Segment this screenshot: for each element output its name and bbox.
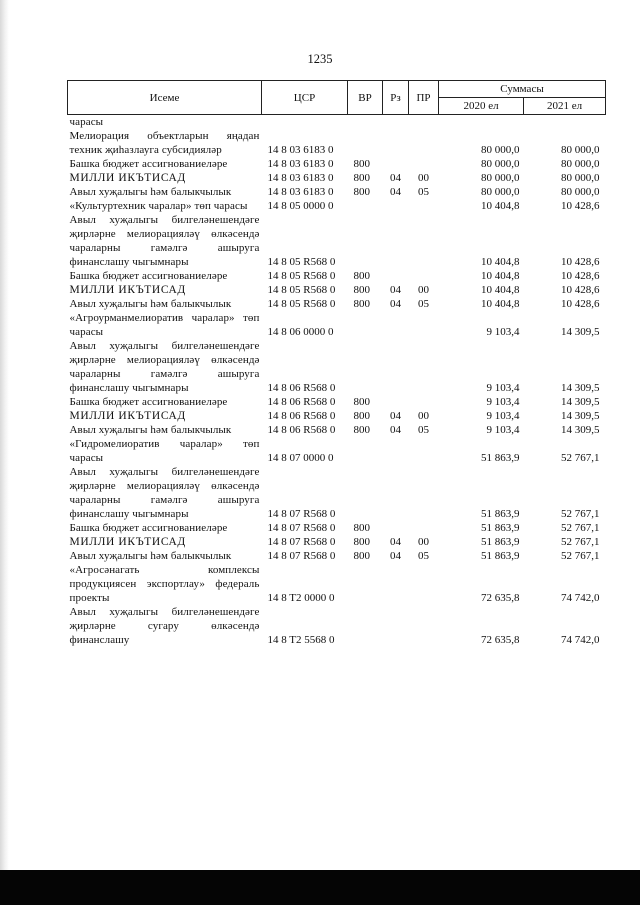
- table-row: [68, 157, 606, 171]
- scan-bottom-bar: [0, 870, 640, 905]
- table-row: [68, 423, 606, 437]
- cell-name: Авыл хуҗалыгы билгеләнешендәге җирләрне мелиорацияләү өлкәсендә чараларны гамәлгә ашыруга финанслашу чыгымнары: [69, 466, 260, 520]
- header-sums: Суммасы: [439, 81, 606, 98]
- cell-vr: [348, 465, 383, 521]
- table-row: [68, 465, 606, 521]
- cell-rz: 04: [390, 284, 401, 296]
- cell-pr: [409, 199, 439, 213]
- cell-s1: 10 404,8: [481, 200, 520, 212]
- cell-rz: [383, 199, 409, 213]
- table-row: [68, 297, 606, 311]
- cell-rz: 04: [390, 172, 401, 184]
- cell-name: Авыл хуҗалыгы һәм балыкчылык: [69, 550, 232, 562]
- cell-csr: 14 8 07 R568 0: [267, 522, 336, 534]
- budget-table: [67, 80, 606, 647]
- cell-rz: 04: [390, 186, 401, 198]
- cell-s1: 9 103,4: [486, 410, 520, 422]
- cell-name: Башка бюджет ассигнованиеләре: [69, 158, 228, 170]
- cell-pr: [409, 269, 439, 283]
- cell-csr: 14 8 07 0000 0: [267, 452, 334, 464]
- cell-csr: 14 8 05 R568 0: [267, 284, 336, 296]
- cell-vr: [348, 563, 383, 605]
- cell-s1: 80 000,0: [481, 186, 520, 198]
- cell-s1: 9 103,4: [486, 424, 520, 436]
- cell-pr: [409, 437, 439, 465]
- table-row: [68, 213, 606, 269]
- cell-s2: 52 767,1: [561, 522, 600, 534]
- cell-vr: 800: [353, 522, 370, 534]
- cell-csr: 14 8 07 R568 0: [267, 536, 336, 548]
- cell-s2: 14 309,5: [561, 424, 600, 436]
- cell-s2: 80 000,0: [561, 144, 600, 156]
- cell-csr: 14 8 06 R568 0: [267, 396, 336, 408]
- cell-pr: 00: [418, 172, 429, 184]
- cell-rz: [383, 465, 409, 521]
- cell-csr: 14 8 06 0000 0: [267, 326, 334, 338]
- cell-pr: 05: [418, 550, 429, 562]
- table-row: [68, 171, 606, 185]
- header-csr: ЦСР: [262, 81, 348, 115]
- cell-name: «Агроурманмелиоратив чаралар» төп чарасы: [69, 312, 260, 338]
- table-row: [68, 283, 606, 297]
- cell-s1: 80 000,0: [481, 158, 520, 170]
- cell-csr: [262, 115, 348, 130]
- table-row: [68, 269, 606, 283]
- table-row: [68, 311, 606, 339]
- cell-pr: [409, 311, 439, 339]
- cell-pr: [409, 157, 439, 171]
- cell-s2: 80 000,0: [561, 172, 600, 184]
- cell-vr: [348, 605, 383, 647]
- cell-name: «Гидромелиоратив чаралар» төп чарасы: [69, 438, 260, 464]
- cell-s2: 10 428,6: [561, 298, 600, 310]
- header-vr: ВР: [348, 81, 383, 115]
- cell-rz: [383, 157, 409, 171]
- cell-csr: 14 8 T2 0000 0: [267, 592, 335, 604]
- cell-s1: 51 863,9: [481, 550, 520, 562]
- cell-s2: 52 767,1: [561, 550, 600, 562]
- cell-s1: 80 000,0: [481, 172, 520, 184]
- cell-rz: [383, 311, 409, 339]
- cell-s2: 74 742,0: [561, 634, 600, 646]
- cell-pr: [409, 605, 439, 647]
- cell-s2: 52 767,1: [561, 536, 600, 548]
- cell-s2: 74 742,0: [561, 592, 600, 604]
- table-row: [68, 605, 606, 647]
- cell-s1: 10 404,8: [481, 284, 520, 296]
- table-row: [68, 549, 606, 563]
- cell-rz: 04: [390, 550, 401, 562]
- cell-s2: 52 767,1: [561, 452, 600, 464]
- cell-name: МИЛЛИ ИКЪТИСАД: [69, 284, 186, 296]
- header-name: Исеме: [68, 81, 262, 115]
- cell-s2: 14 309,5: [561, 382, 600, 394]
- cell-s1: [439, 115, 524, 130]
- cell-vr: 800: [353, 284, 370, 296]
- cell-vr: [348, 129, 383, 157]
- cell-pr: 00: [418, 536, 429, 548]
- table-row: [68, 409, 606, 423]
- cell-s2: 14 309,5: [561, 396, 600, 408]
- cell-csr: 14 8 06 R568 0: [267, 424, 336, 436]
- cell-vr: 800: [353, 550, 370, 562]
- cell-pr: 00: [418, 410, 429, 422]
- cell-rz: [383, 339, 409, 395]
- cell-pr: 00: [418, 284, 429, 296]
- cell-s2: 80 000,0: [561, 158, 600, 170]
- table-row: [68, 521, 606, 535]
- table-row: [68, 199, 606, 213]
- cell-vr: [348, 213, 383, 269]
- cell-csr: 14 8 03 6183 0: [267, 186, 334, 198]
- cell-name: МИЛЛИ ИКЪТИСАД: [69, 536, 186, 548]
- page-number: 1235: [307, 52, 333, 66]
- header-year-2020: 2020 ел: [439, 98, 524, 115]
- cell-s1: 72 635,8: [481, 634, 520, 646]
- cell-pr: [409, 465, 439, 521]
- cell-pr: [409, 115, 439, 130]
- cell-pr: [409, 213, 439, 269]
- cell-pr: 05: [418, 186, 429, 198]
- table-row: [68, 339, 606, 395]
- cell-s1: 9 103,4: [486, 382, 520, 394]
- scan-left-shadow: [0, 0, 9, 905]
- cell-csr: 14 8 03 6183 0: [267, 144, 334, 156]
- cell-name: МИЛЛИ ИКЪТИСАД: [69, 410, 186, 422]
- cell-vr: 800: [353, 298, 370, 310]
- cell-name: Башка бюджет ассигнованиеләре: [69, 270, 228, 282]
- cell-vr: [348, 311, 383, 339]
- cell-s2: [524, 115, 606, 130]
- cell-rz: 04: [390, 424, 401, 436]
- cell-vr: [348, 437, 383, 465]
- cell-s2: 52 767,1: [561, 508, 600, 520]
- cell-name: Башка бюджет ассигнованиеләре: [69, 396, 228, 408]
- cell-vr: [348, 115, 383, 130]
- cell-s2: 10 428,6: [561, 284, 600, 296]
- cell-s2: 14 309,5: [561, 410, 600, 422]
- cell-csr: 14 8 05 R568 0: [267, 270, 336, 282]
- cell-s1: 51 863,9: [481, 536, 520, 548]
- table-row: [68, 535, 606, 549]
- cell-vr: 800: [353, 410, 370, 422]
- cell-name: «Агросәнагать комплексы продукциясен экспортлау» федераль проекты: [69, 564, 260, 604]
- cell-s1: 10 404,8: [481, 256, 520, 268]
- table-body: [68, 115, 606, 648]
- cell-name: Авыл хуҗалыгы һәм балыкчылык: [69, 186, 232, 198]
- cell-s1: 51 863,9: [481, 522, 520, 534]
- table-row: [68, 395, 606, 409]
- cell-vr: [348, 199, 383, 213]
- table-row: [68, 115, 606, 130]
- cell-name: МИЛЛИ ИКЪТИСАД: [69, 172, 186, 184]
- cell-name: «Культуртехник чаралар» төп чарасы: [69, 200, 248, 212]
- header-pr: ПР: [409, 81, 439, 115]
- cell-csr: 14 8 07 R568 0: [267, 508, 336, 520]
- cell-s2: 10 428,6: [561, 256, 600, 268]
- cell-rz: [383, 115, 409, 130]
- cell-rz: [383, 521, 409, 535]
- cell-name: Мелиорация объектларын яңадан техник җиһазлауга субсидияләр: [69, 130, 260, 156]
- table-row: [68, 129, 606, 157]
- cell-s1: 80 000,0: [481, 144, 520, 156]
- cell-vr: 800: [353, 424, 370, 436]
- cell-name: Авыл хуҗалыгы билгеләнешендәге җирләрне мелиорацияләү өлкәсендә чараларны гамәлгә ашыруга финанслашу чыгымнары: [69, 214, 260, 268]
- header-year-2021: 2021 ел: [524, 98, 606, 115]
- cell-s2: 80 000,0: [561, 186, 600, 198]
- cell-csr: 14 8 03 6183 0: [267, 172, 334, 184]
- table-row: [68, 185, 606, 199]
- cell-s2: 14 309,5: [561, 326, 600, 338]
- cell-vr: 800: [353, 186, 370, 198]
- cell-s1: 10 404,8: [481, 270, 520, 282]
- cell-csr: 14 8 03 6183 0: [267, 158, 334, 170]
- cell-rz: 04: [390, 298, 401, 310]
- header-rz: Рз: [383, 81, 409, 115]
- cell-rz: [383, 269, 409, 283]
- cell-s1: 10 404,8: [481, 298, 520, 310]
- cell-vr: 800: [353, 396, 370, 408]
- cell-rz: [383, 437, 409, 465]
- cell-csr: 14 8 T2 5568 0: [267, 634, 335, 646]
- cell-pr: [409, 339, 439, 395]
- cell-pr: [409, 395, 439, 409]
- cell-s1: 51 863,9: [481, 508, 520, 520]
- cell-name: Авыл хуҗалыгы һәм балыкчылык: [69, 424, 232, 436]
- cell-rz: 04: [390, 410, 401, 422]
- cell-name: Авыл хуҗалыгы билгеләнешендәге җирләрне сугару өлкәсендә финанслашу: [69, 606, 260, 646]
- cell-vr: 800: [353, 270, 370, 282]
- cell-name: Башка бюджет ассигнованиеләре: [69, 522, 228, 534]
- cell-csr: 14 8 05 R568 0: [267, 256, 336, 268]
- cell-pr: [409, 521, 439, 535]
- cell-vr: 800: [353, 172, 370, 184]
- cell-csr: 14 8 05 0000 0: [267, 200, 334, 212]
- cell-rz: 04: [390, 536, 401, 548]
- cell-s2: 10 428,6: [561, 270, 600, 282]
- cell-vr: 800: [353, 158, 370, 170]
- cell-csr: 14 8 06 R568 0: [267, 410, 336, 422]
- cell-pr: [409, 563, 439, 605]
- cell-rz: [383, 129, 409, 157]
- cell-s2: 10 428,6: [561, 200, 600, 212]
- cell-rz: [383, 395, 409, 409]
- cell-rz: [383, 563, 409, 605]
- cell-name: Авыл хуҗалыгы һәм балыкчылык: [69, 298, 232, 310]
- table-row: [68, 563, 606, 605]
- cell-name: Авыл хуҗалыгы билгеләнешендәге җирләрне мелиорацияләү өлкәсендә чараларны гамәлгә ашыруга финанслашу чыгымнары: [69, 340, 260, 394]
- table-row: [68, 437, 606, 465]
- cell-vr: [348, 339, 383, 395]
- cell-rz: [383, 213, 409, 269]
- cell-pr: 05: [418, 424, 429, 436]
- cell-s1: 72 635,8: [481, 592, 520, 604]
- cell-pr: [409, 129, 439, 157]
- cell-name: чарасы: [69, 116, 104, 128]
- cell-rz: [383, 605, 409, 647]
- cell-csr: 14 8 05 R568 0: [267, 298, 336, 310]
- cell-csr: 14 8 07 R568 0: [267, 550, 336, 562]
- cell-csr: 14 8 06 R568 0: [267, 382, 336, 394]
- cell-vr: 800: [353, 536, 370, 548]
- cell-s1: 9 103,4: [486, 396, 520, 408]
- cell-s1: 51 863,9: [481, 452, 520, 464]
- cell-s1: 9 103,4: [486, 326, 520, 338]
- cell-pr: 05: [418, 298, 429, 310]
